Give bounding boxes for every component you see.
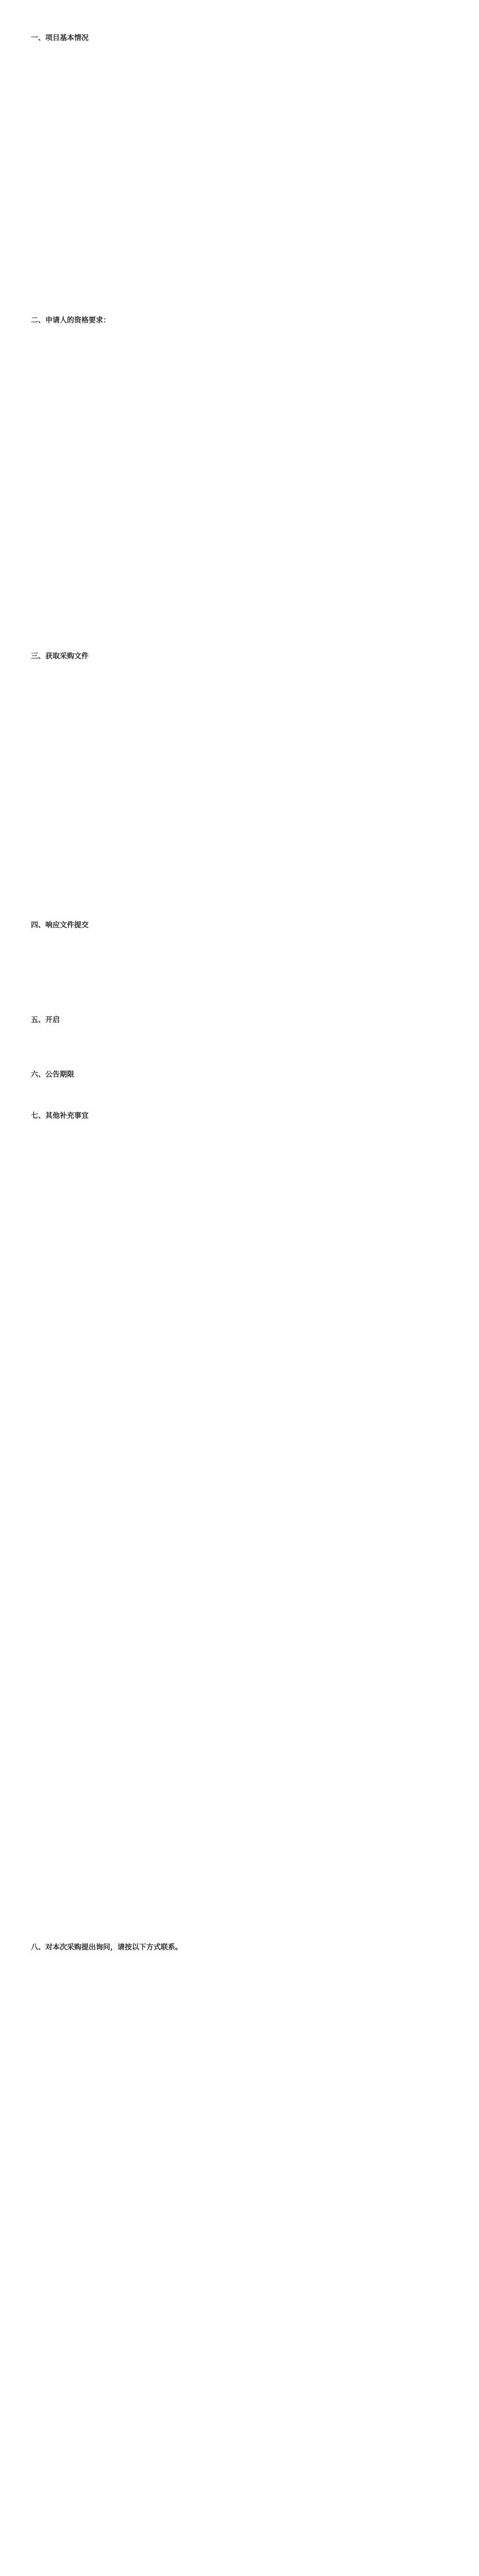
notice-line bbox=[31, 854, 448, 868]
notice-line bbox=[31, 2132, 448, 2145]
section-title: 八、对本次采购提出询问，请按以下方式联系。 bbox=[31, 1943, 182, 1952]
notice-line bbox=[31, 505, 448, 518]
notice-line bbox=[31, 1528, 448, 1541]
notice-line bbox=[31, 720, 448, 734]
section-title: 七、其他补充事宜 bbox=[31, 1112, 89, 1120]
notice-line bbox=[31, 949, 448, 962]
notice-line bbox=[31, 2025, 448, 2038]
notice-line bbox=[31, 1341, 448, 1354]
notice-line bbox=[31, 612, 448, 625]
notice-line bbox=[31, 1354, 448, 1367]
notice-line bbox=[31, 465, 448, 478]
notice-line bbox=[31, 693, 448, 707]
section-title: 一、项目基本情况 bbox=[31, 34, 89, 42]
notice-line bbox=[31, 585, 448, 599]
notice-line bbox=[31, 438, 448, 451]
notice-line bbox=[31, 760, 448, 774]
notice-line bbox=[31, 558, 448, 572]
notice-line bbox=[31, 411, 448, 425]
notice-line bbox=[31, 1475, 448, 1488]
notice-line bbox=[31, 62, 448, 75]
notice-line bbox=[31, 894, 448, 908]
notice-line bbox=[31, 1153, 448, 1166]
notice-line bbox=[31, 1448, 448, 1461]
notice-line bbox=[31, 1608, 448, 1622]
notice-line bbox=[31, 2038, 448, 2052]
notice-line bbox=[31, 236, 448, 249]
notice-line bbox=[31, 451, 448, 465]
notice-line bbox=[31, 384, 448, 398]
notice-line bbox=[31, 344, 448, 358]
notice-line bbox=[31, 1568, 448, 1582]
notice-line bbox=[31, 1515, 448, 1528]
notice-line bbox=[31, 1985, 448, 1998]
notice-line bbox=[31, 1823, 448, 1836]
notice-line bbox=[31, 868, 448, 881]
notice-line bbox=[31, 1126, 448, 1140]
notice-line bbox=[31, 787, 448, 801]
notice-line bbox=[31, 398, 448, 411]
notice-line bbox=[31, 936, 448, 949]
notice-line bbox=[31, 89, 448, 102]
notice-sections bbox=[31, 32, 448, 2159]
notice-line bbox=[31, 1649, 448, 1662]
notice-line bbox=[31, 1314, 448, 1327]
notice-line bbox=[31, 1917, 448, 1930]
notice-line bbox=[31, 1408, 448, 1421]
notice-line bbox=[31, 1220, 448, 1233]
notice-line bbox=[31, 1488, 448, 1501]
notice-line bbox=[31, 1193, 448, 1207]
notice-line bbox=[31, 1327, 448, 1341]
notice-line bbox=[31, 1729, 448, 1742]
notice-line bbox=[31, 1287, 448, 1300]
notice-line bbox=[31, 1367, 448, 1381]
section-title: 三、获取采购文件 bbox=[31, 652, 89, 660]
notice-line bbox=[31, 1421, 448, 1434]
notice-line bbox=[31, 1140, 448, 1153]
notice-line bbox=[31, 1233, 448, 1247]
notice-line bbox=[31, 962, 448, 976]
notice-line bbox=[31, 2065, 448, 2078]
notice-line bbox=[31, 1769, 448, 1783]
notice-line bbox=[31, 276, 448, 290]
notice-line bbox=[31, 841, 448, 854]
notice-line bbox=[31, 2119, 448, 2132]
notice-line bbox=[31, 142, 448, 156]
notice-line bbox=[31, 1876, 448, 1890]
notice-line bbox=[31, 881, 448, 894]
notice-line bbox=[31, 169, 448, 182]
notice-line bbox=[31, 102, 448, 115]
notice-line bbox=[31, 425, 448, 438]
notice-line bbox=[31, 1166, 448, 1180]
notice-line bbox=[31, 249, 448, 263]
notice-line bbox=[31, 1044, 448, 1057]
notice-line bbox=[31, 1461, 448, 1475]
notice-line bbox=[31, 774, 448, 787]
notice-line bbox=[31, 478, 448, 492]
notice-line bbox=[31, 2011, 448, 2025]
notice-line bbox=[31, 801, 448, 814]
notice-line bbox=[31, 1622, 448, 1635]
notice-line bbox=[31, 156, 448, 169]
notice-line bbox=[31, 814, 448, 827]
notice-line bbox=[31, 518, 448, 532]
notice-line bbox=[31, 667, 448, 680]
notice-line bbox=[31, 1796, 448, 1809]
notice-line bbox=[31, 1903, 448, 1917]
notice-line bbox=[31, 48, 448, 62]
notice-line bbox=[31, 1030, 448, 1044]
notice-line bbox=[31, 223, 448, 236]
notice-line bbox=[31, 263, 448, 276]
notice-line bbox=[31, 1850, 448, 1863]
notice-line bbox=[31, 1863, 448, 1876]
notice-line bbox=[31, 1662, 448, 1675]
notice-line bbox=[31, 2145, 448, 2159]
section-title: 二、申请人的资格要求： bbox=[31, 316, 110, 325]
notice-line bbox=[31, 182, 448, 196]
notice-line bbox=[31, 75, 448, 89]
notice-line bbox=[31, 1689, 448, 1702]
notice-line bbox=[31, 625, 448, 639]
notice-line bbox=[31, 1274, 448, 1287]
notice-line bbox=[31, 358, 448, 371]
notice-line bbox=[31, 1247, 448, 1260]
notice-line bbox=[31, 1702, 448, 1716]
notice-line bbox=[31, 1809, 448, 1823]
notice-line bbox=[31, 707, 448, 720]
notice-line bbox=[31, 1085, 448, 1098]
notice-line bbox=[31, 129, 448, 142]
notice-line bbox=[31, 2105, 448, 2119]
notice-line bbox=[31, 1635, 448, 1649]
notice-line bbox=[31, 196, 448, 209]
notice-line bbox=[31, 209, 448, 223]
notice-line bbox=[31, 976, 448, 989]
section-title: 六、公告期限 bbox=[31, 1071, 74, 1079]
notice-line bbox=[31, 1595, 448, 1608]
notice-line bbox=[31, 1756, 448, 1769]
notice-line bbox=[31, 1394, 448, 1408]
notice-line bbox=[31, 1675, 448, 1689]
notice-line bbox=[31, 371, 448, 384]
notice-line bbox=[31, 1180, 448, 1193]
notice-line bbox=[31, 2092, 448, 2105]
notice-line bbox=[31, 1555, 448, 1568]
notice-line bbox=[31, 1742, 448, 1756]
notice-line bbox=[31, 747, 448, 760]
notice-line bbox=[31, 1998, 448, 2011]
notice-line bbox=[31, 1501, 448, 1515]
notice-line bbox=[31, 1582, 448, 1595]
notice-line bbox=[31, 827, 448, 841]
notice-line bbox=[31, 115, 448, 129]
notice-line bbox=[31, 1207, 448, 1220]
notice-line bbox=[31, 290, 448, 303]
notice-line bbox=[31, 1260, 448, 1274]
notice-line bbox=[31, 532, 448, 545]
notice-line bbox=[31, 572, 448, 585]
notice-line bbox=[31, 2078, 448, 2092]
notice-line bbox=[31, 545, 448, 558]
notice-line bbox=[31, 1300, 448, 1314]
notice-line bbox=[31, 680, 448, 693]
notice-line bbox=[31, 1971, 448, 1985]
notice-line bbox=[31, 1716, 448, 1729]
notice-line bbox=[31, 1836, 448, 1850]
notice-line bbox=[31, 1381, 448, 1394]
notice-line bbox=[31, 734, 448, 747]
notice-line bbox=[31, 1541, 448, 1555]
notice-line bbox=[31, 599, 448, 612]
notice-line bbox=[31, 989, 448, 1003]
notice-line bbox=[31, 331, 448, 344]
notice-line bbox=[31, 2052, 448, 2065]
notice-line bbox=[31, 1434, 448, 1448]
section-title: 五、开启 bbox=[31, 1016, 60, 1024]
notice-line bbox=[31, 1783, 448, 1796]
notice-line bbox=[31, 1958, 448, 1971]
notice-line bbox=[31, 492, 448, 505]
section-title: 四、响应文件提交 bbox=[31, 921, 89, 929]
notice-line bbox=[31, 1890, 448, 1903]
